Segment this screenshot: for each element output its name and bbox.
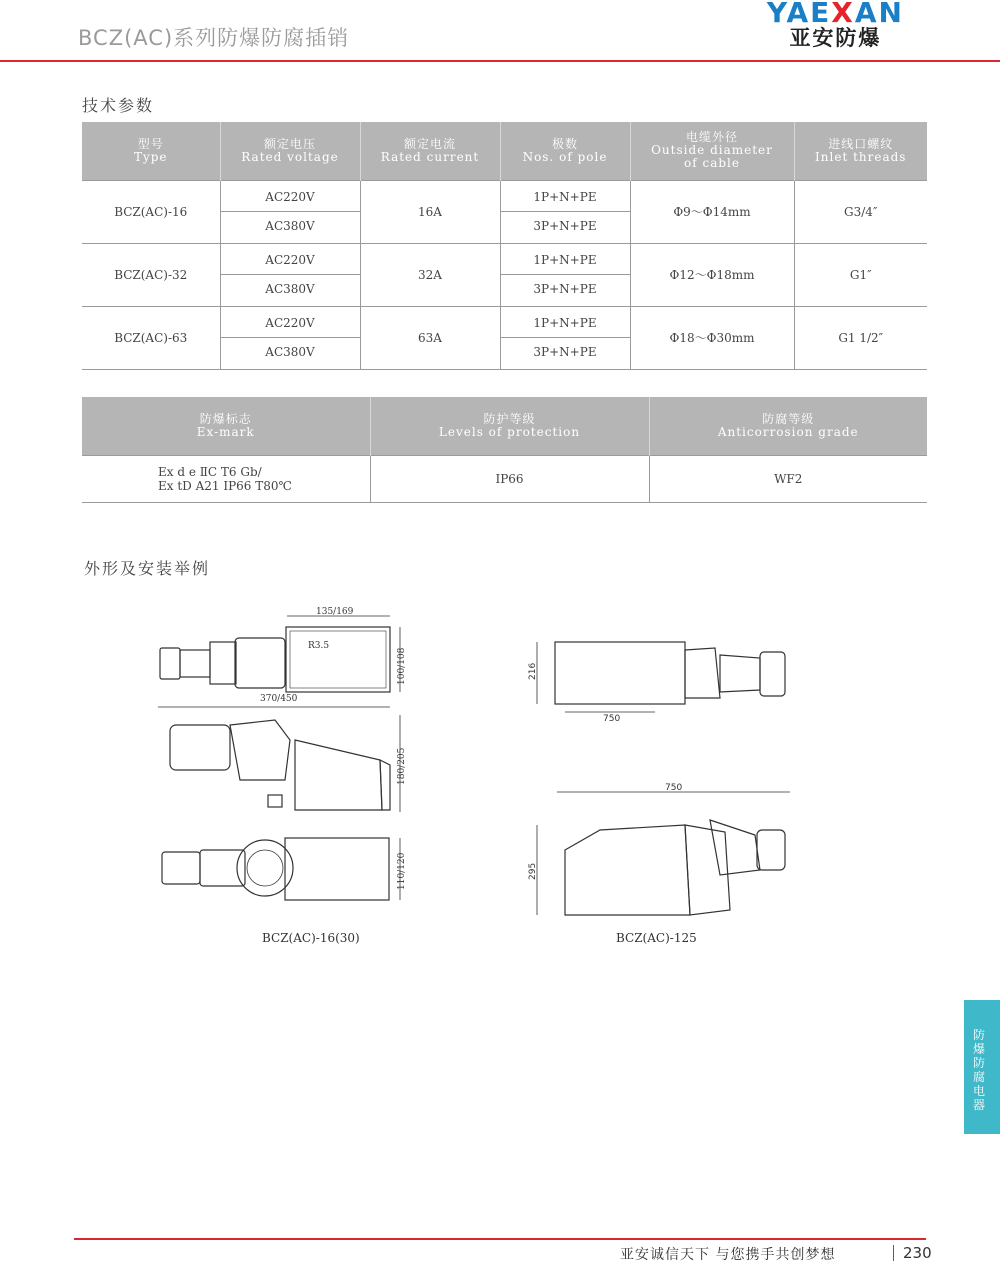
bcz-16-drawing xyxy=(150,600,430,930)
side-view xyxy=(528,783,790,915)
col-header-type: 型号 Type xyxy=(82,122,220,180)
cell-voltage: AC220V AC380V xyxy=(220,180,360,243)
col-header-current: 额定电流 Rated current xyxy=(360,122,500,180)
protection-table xyxy=(82,397,927,503)
table-header-row xyxy=(82,397,927,455)
cell-current: 63A xyxy=(360,306,500,369)
bottom-view xyxy=(162,838,407,900)
top-view xyxy=(528,642,785,724)
svg-text:216: 216 xyxy=(528,662,538,680)
tech-heading: 技术参数 xyxy=(82,96,155,115)
svg-text:110/120: 110/120 xyxy=(397,852,407,890)
col-header-protection: 防护等级 Levels of protection xyxy=(370,397,649,455)
table-row xyxy=(82,243,927,306)
col-header-exmark: 防爆标志 Ex-mark xyxy=(82,397,370,455)
cell-exmark: Ex d e ⅡC T6 Gb/ Ex tD A21 IP66 T80℃ xyxy=(82,455,370,502)
col-header-voltage: 额定电压 Rated voltage xyxy=(220,122,360,180)
cell-poles: 1P+N+PE 3P+N+PE xyxy=(500,306,630,369)
cell-poles: 1P+N+PE 3P+N+PE xyxy=(500,180,630,243)
cell-wf: WF2 xyxy=(649,455,927,502)
top-view xyxy=(160,607,407,692)
cell-poles: 1P+N+PE 3P+N+PE xyxy=(500,243,630,306)
table-row xyxy=(82,306,927,369)
col-header-anticorrosion: 防腐等级 Anticorrosion grade xyxy=(649,397,927,455)
cell-cable: Φ9～Φ14mm xyxy=(630,180,794,243)
cell-ip: IP66 xyxy=(370,455,649,502)
page-number-separator xyxy=(893,1245,894,1261)
cell-current: 32A xyxy=(360,243,500,306)
svg-text:295: 295 xyxy=(528,862,538,880)
cell-type: BCZ(AC)-32 xyxy=(82,243,220,306)
category-side-tab-label: 防爆防腐电器 xyxy=(973,1028,986,1112)
right-drawing-caption: BCZ(AC)-125 xyxy=(616,931,697,945)
footer-divider xyxy=(74,1238,926,1240)
cell-voltage: AC220V AC380V xyxy=(220,306,360,369)
table-header-row xyxy=(82,122,927,180)
bcz-125-drawing xyxy=(525,620,800,920)
left-drawing-caption: BCZ(AC)-16(30) xyxy=(262,931,360,945)
cell-type: BCZ(AC)-16 xyxy=(82,180,220,243)
cell-cable: Φ12～Φ18mm xyxy=(630,243,794,306)
svg-text:370/450: 370/450 xyxy=(260,694,298,704)
header-divider xyxy=(0,60,1000,62)
svg-text:750: 750 xyxy=(665,783,683,793)
page-number: 230 xyxy=(903,1244,932,1262)
brand-logo xyxy=(767,0,904,50)
svg-text:100/108: 100/108 xyxy=(397,647,407,685)
table-row xyxy=(82,455,927,502)
tech-spec-table xyxy=(82,122,927,370)
brand-name: YAEXAN xyxy=(766,0,904,29)
brand-cn-name: 亚安防爆 xyxy=(789,26,882,50)
side-view xyxy=(158,694,407,812)
cell-thread: G3/4″ xyxy=(794,180,927,243)
svg-text:R3.5: R3.5 xyxy=(308,641,330,651)
svg-text:180/205: 180/205 xyxy=(397,747,407,785)
category-side-tab[interactable] xyxy=(964,1000,1000,1134)
svg-text:750: 750 xyxy=(603,714,621,724)
cell-voltage: AC220V AC380V xyxy=(220,243,360,306)
install-heading: 外形及安装举例 xyxy=(84,559,211,578)
cell-type: BCZ(AC)-63 xyxy=(82,306,220,369)
col-header-cable: 电缆外径 Outside diameter of cable xyxy=(630,122,794,180)
page-title: BCZ(AC)系列防爆防腐插销 xyxy=(78,26,350,50)
cell-thread: G1″ xyxy=(794,243,927,306)
cell-cable: Φ18～Φ30mm xyxy=(630,306,794,369)
footer-slogan: 亚安诚信天下 与您携手共创梦想 xyxy=(620,1247,836,1263)
col-header-threads: 进线口螺纹 Inlet threads xyxy=(794,122,927,180)
col-header-poles: 极数 Nos. of pole xyxy=(500,122,630,180)
cell-thread: G1 1/2″ xyxy=(794,306,927,369)
svg-text:135/169: 135/169 xyxy=(316,607,354,617)
table-row xyxy=(82,180,927,243)
cell-current: 16A xyxy=(360,180,500,243)
